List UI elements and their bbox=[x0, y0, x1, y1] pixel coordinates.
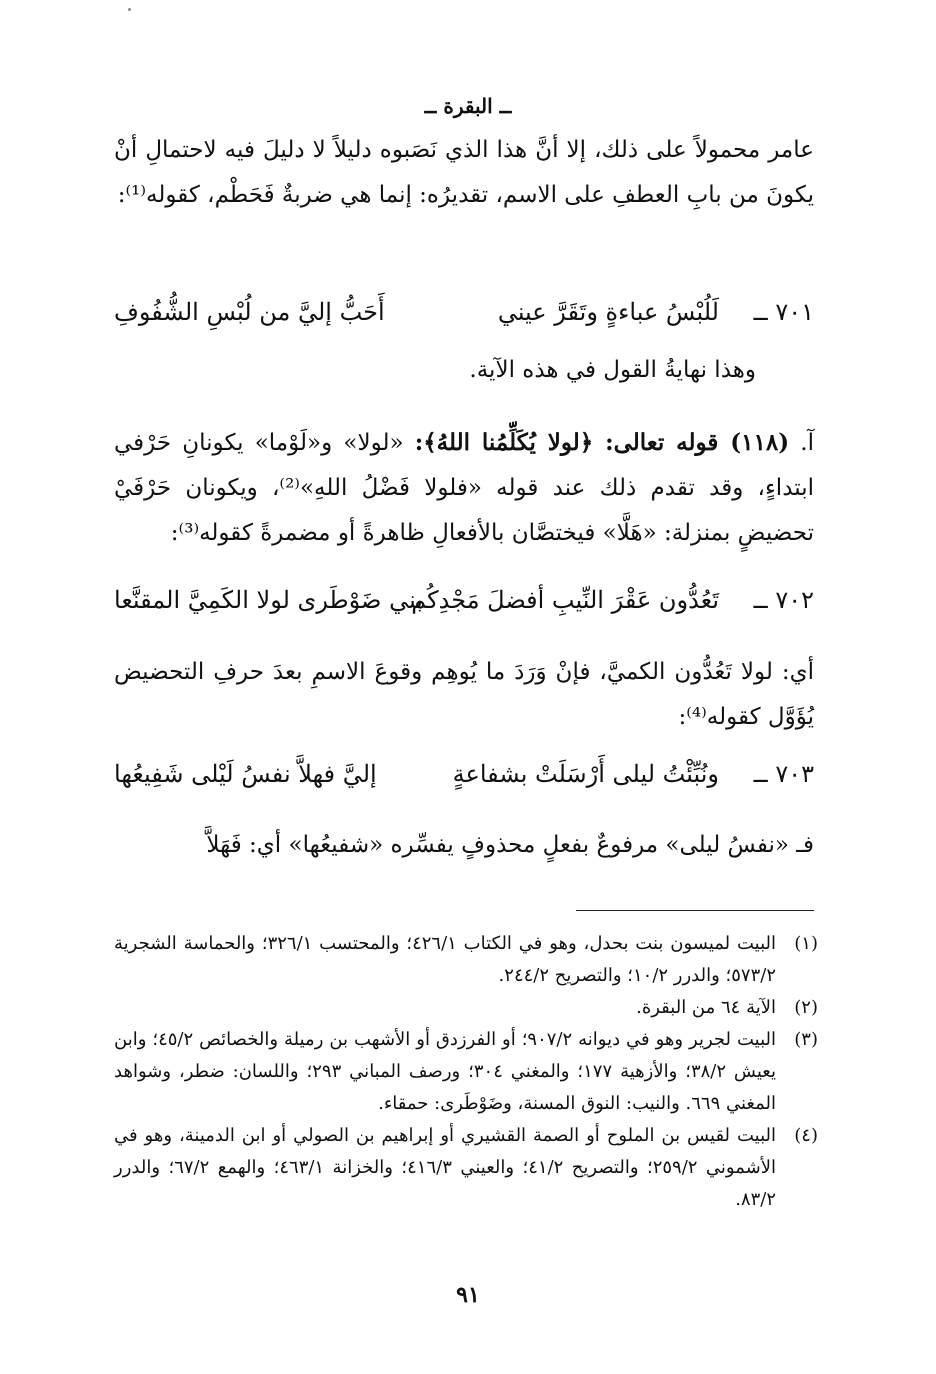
paragraph-5: فـ «نفسُ ليلى» مرفوعٌ بفعلٍ محذوفٍ يفسِّره «شفيعُها» أي: فَهَلاَّ bbox=[206, 832, 814, 858]
paragraph-3 bbox=[114, 420, 814, 556]
verse-hemistich-1: ونُبِّئْتُ ليلى أَرْسَلَتْ بشفاعةٍ bbox=[452, 760, 719, 788]
verse-701 bbox=[114, 290, 814, 334]
footnote-text: البيت لقيس بن الملوح أو الصمة القشيري أو إبراهيم بن الصولي أو ابن الدمينة، وهو في الأشموني ٢٥٩/٢؛ والتصريح ٤١/٢؛ والعيني ٤١٦/٣؛ والخزانة ٤٦٣/١؛ والهمع ٦٧/٢؛ والدرر ٨٣/٢. bbox=[114, 1125, 776, 1210]
verse-702 bbox=[114, 578, 814, 622]
verse-hemistich-2: إليَّ فهلاَّ نفسُ لَيْلى شَفِيعُها bbox=[114, 760, 377, 788]
footnotes bbox=[114, 928, 818, 1216]
verse-hemistich-1: تَعُدُّون عَقْرَ النِّيبِ أفضلَ مَجْدِكُم bbox=[411, 586, 719, 614]
paragraph-1: عامر محمولاً على ذلك، إلا أنَّ هذا الذي نَصَبوه دليلاً لا دليلَ فيه لاحتمالِ أنْ يكونَ من بابِ العطفِ على الاسم، تقديرُه: إنما هي ضربةٌ فَحَطْم، كقوله⁽¹⁾: bbox=[114, 137, 814, 208]
footnote-number: (٢) bbox=[794, 997, 818, 1018]
paragraph-2: وهذا نهايةُ القول في هذه الآية. bbox=[469, 357, 756, 383]
footnote bbox=[114, 992, 818, 1024]
footnote-number: (١) bbox=[794, 933, 818, 954]
verse-hemistich-2: أَحَبُّ إليَّ من لُبْسِ الشُّفُوفِ bbox=[114, 298, 385, 326]
scan-speck bbox=[128, 8, 131, 11]
paragraph-3-body: «لولا» و«لَوْما» يكونانِ حَرْفي ابتداءٍ، وقد تقدم ذلك عند قوله «فلولا فَضْلُ اللهِ»⁽²⁾، ويكونان حَرْفَيْ تحضيضٍ بمنزلة: «هَلَّا» فيختصَّان بالأفعالِ ظاهرةً أو مضمرةً كقوله⁽³⁾: bbox=[114, 430, 814, 546]
verse-hemistich-1: لَلُبْسُ عباءةٍ وتَقَرَّ عيني bbox=[497, 298, 719, 326]
verse-marker: آ. bbox=[800, 430, 814, 456]
footnote bbox=[114, 1120, 818, 1216]
quranic-heading: (١١٨) قوله تعالى: ﴿لولا يُكَلِّمُنا اللهُ﴾: bbox=[414, 429, 790, 456]
footnote bbox=[114, 1024, 818, 1120]
running-head: ــ البقرة ــ bbox=[424, 94, 512, 118]
verse-number: ٧٠٣ ــ bbox=[753, 760, 814, 788]
footnote-separator bbox=[576, 910, 814, 911]
footnote-number: (٣) bbox=[794, 1029, 818, 1050]
footnote-text: الآية ٦٤ من البقرة. bbox=[636, 997, 776, 1018]
verse-number: ٧٠١ ــ bbox=[753, 298, 814, 326]
page-number: ٩١ bbox=[456, 1282, 480, 1308]
footnote-text: البيت لميسون بنت بحدل، وهو في الكتاب ٤٢٦/١؛ والمحتسب ٣٢٦/١؛ والحماسة الشجرية ٥٧٣/٢؛ والدرر ١٠/٢؛ والتصريح ٢٤٤/٢. bbox=[114, 933, 776, 986]
verse-703 bbox=[114, 752, 814, 796]
paragraph-4: أي: لولا تَعُدُّون الكميَّ، فإنْ وَرَدَ ما يُوهِم وقوعَ الاسمِ بعدَ حرفِ التحضيض يُؤَوَّل كقوله⁽⁴⁾: bbox=[114, 659, 814, 730]
footnote bbox=[114, 928, 818, 992]
footnote-text: البيت لجرير وهو في ديوانه ٩٠٧/٢؛ أو الفرزدق أو الأشهب بن رميلة والخصائص ٤٥/٢؛ وابن يعيش ٣٨/٢؛ والأزهية ١٧٧؛ والمغني ٣٠٤؛ ورصف المباني ٢٩٣؛ واللسان: ضطر، وشواهد المغني ٦٦٩. والنيب: النوق المسنة، وضَوْطَرى: حمقاء. bbox=[114, 1029, 777, 1114]
footnote-number: (٤) bbox=[794, 1125, 818, 1146]
verse-hemistich-2: بني ضَوْطَرى لولا الكَمِيَّ المقنَّعا bbox=[114, 586, 423, 614]
verse-number: ٧٠٢ ــ bbox=[753, 586, 814, 614]
